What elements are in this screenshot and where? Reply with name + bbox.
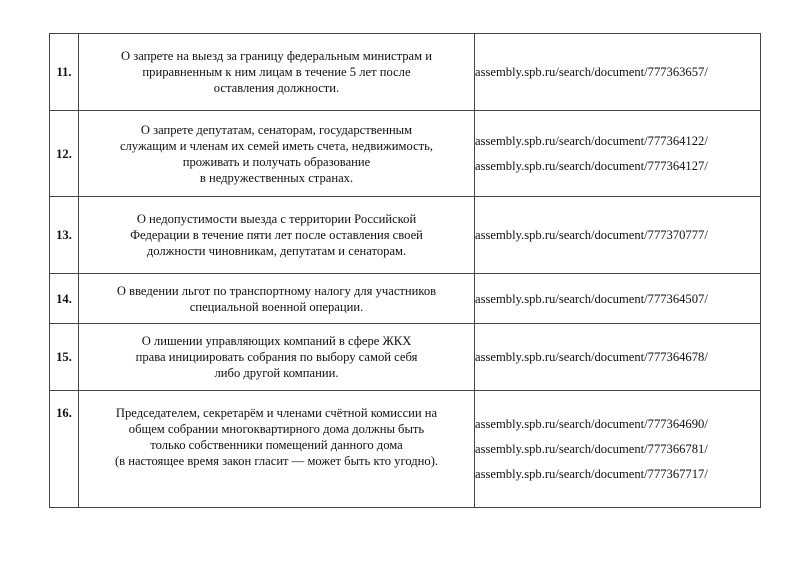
document-link[interactable]: assembly.spb.ru/search/document/777364507/ (475, 291, 708, 306)
row-links (475, 111, 761, 197)
row-description (79, 111, 475, 197)
row-links (475, 324, 761, 391)
description-line: только собственники помещений данного дома (150, 438, 403, 452)
document-link[interactable]: assembly.spb.ru/search/document/777366781/ (475, 442, 708, 456)
initiatives-table (49, 33, 761, 508)
table-row (50, 274, 761, 324)
row-number: 16. (50, 391, 79, 508)
description-line: (в настоящее время закон гласит — может быть кто угодно). (114, 454, 439, 468)
row-description (79, 391, 475, 508)
table-row (50, 324, 761, 391)
description-line: О запрете депутатам, сенаторам, государственным (140, 122, 413, 137)
row-description (79, 274, 475, 324)
description-line: либо другой компании. (214, 366, 339, 380)
description-line: общем собрании многоквартирного дома должны быть (128, 422, 425, 436)
description-line: права инициировать собрания по выбору самой себя (135, 350, 418, 364)
row-links (475, 34, 761, 111)
row-links (475, 274, 761, 324)
table-row (50, 111, 761, 197)
description-line: в недружественных странах. (199, 170, 354, 185)
row-description (79, 324, 475, 391)
table-row (50, 391, 761, 508)
description-line: специальной военной операции. (189, 299, 364, 314)
description-line: Федерации в течение пяти лет после оставления своей (130, 228, 423, 242)
description-line: проживать и получать образование (182, 154, 371, 169)
description-line: О введении льгот по транспортному налогу для участников (116, 283, 437, 298)
row-links (475, 391, 761, 508)
description-line: О недопустимости выезда с территории Российской (136, 212, 417, 226)
row-description (79, 34, 475, 111)
document-link[interactable]: assembly.spb.ru/search/document/777364122/ (475, 134, 708, 148)
description-line: О запрете на выезд за границу федеральным министрам и (121, 49, 432, 63)
document-link[interactable]: assembly.spb.ru/search/document/777367717/ (475, 467, 708, 481)
row-description (79, 197, 475, 274)
document-link[interactable]: assembly.spb.ru/search/document/777364678/ (475, 350, 708, 364)
description-line: должности чиновникам, депутатам и сенаторам. (146, 244, 407, 258)
row-number: 13. (50, 197, 79, 274)
row-links (475, 197, 761, 274)
table-row (50, 197, 761, 274)
document-link[interactable]: assembly.spb.ru/search/document/777363657/ (475, 65, 708, 79)
row-number: 11. (50, 34, 79, 111)
document-link[interactable]: assembly.spb.ru/search/document/777364690/ (475, 417, 708, 431)
document-link[interactable]: assembly.spb.ru/search/document/777370777/ (475, 228, 708, 242)
row-number: 14. (50, 274, 79, 324)
row-number: 12. (50, 111, 79, 197)
description-line: приравненным к ним лицам в течение 5 лет после (142, 65, 411, 79)
description-line: Председателем, секретарём и членами счётной комиссии на (115, 406, 438, 420)
description-line: служащим и членам их семей иметь счета, недвижимость, (119, 138, 434, 153)
description-line: О лишении управляющих компаний в сфере ЖКХ (141, 334, 412, 348)
description-line: оставления должности. (213, 81, 340, 95)
table-row (50, 34, 761, 111)
document-link[interactable]: assembly.spb.ru/search/document/777364127/ (475, 159, 708, 173)
row-number: 15. (50, 324, 79, 391)
